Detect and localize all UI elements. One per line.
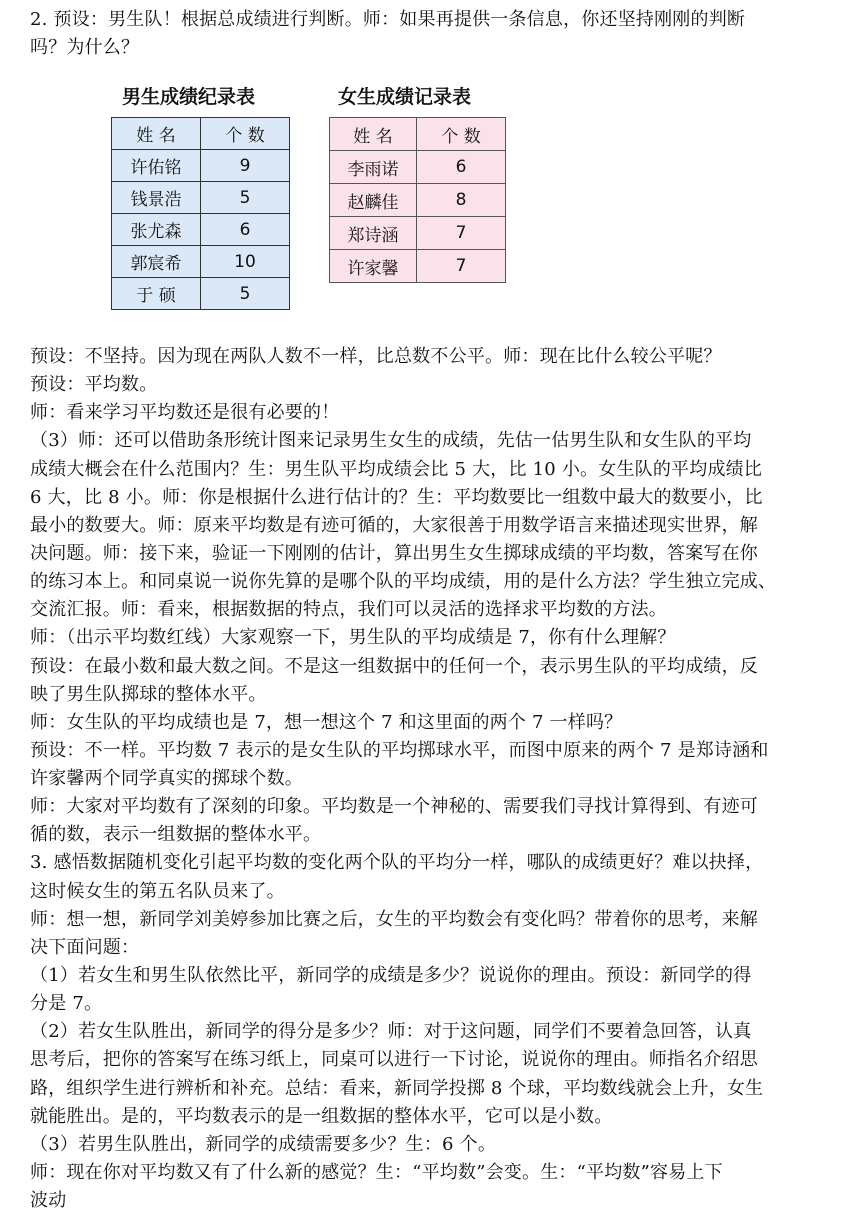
student-name: 许家馨 xyxy=(330,250,417,283)
header-name: 姓 名 xyxy=(330,118,417,151)
table-row xyxy=(112,278,290,310)
paragraph-line: 师：（出示平均数红线）大家观察一下，男生队的平均成绩是 7，你有什么理解？ xyxy=(30,627,676,648)
header-name: 姓 名 xyxy=(112,118,201,150)
paragraph-line: 就能胜出。是的，平均数表示的是一组数据的整体水平，它可以是小数。 xyxy=(30,1106,613,1127)
paragraph-line: 循的数，表示一组数据的整体水平。 xyxy=(30,824,322,845)
paragraph-line: （3）师：还可以借助条形统计图来记录男生女生的成绩，先估一估男生队和女生队的平均 xyxy=(30,430,752,451)
paragraph-line: 映了男生队掷球的整体水平。 xyxy=(30,684,267,705)
paragraph-line: 师：女生队的平均成绩也是 7，想一想这个 7 和这里面的两个 7 一样吗？ xyxy=(30,712,623,733)
paragraph-line: 师：现在你对平均数又有了什么新的感觉？生：“平均数”会变。生：“平均数”容易上下 xyxy=(30,1162,723,1183)
paragraph-line: 这时候女生的第五名队员来了。 xyxy=(30,881,285,902)
table-row xyxy=(112,214,290,246)
header-count: 个 数 xyxy=(201,118,290,150)
table-row xyxy=(330,250,506,283)
student-name: 李雨诺 xyxy=(330,151,417,184)
paragraph-line: 分是 7。 xyxy=(30,993,103,1014)
paragraph-line: 师：想一想，新同学刘美婷参加比赛之后，女生的平均数会有变化吗？带着你的思考，来解 xyxy=(30,909,758,930)
paragraph-line: （2）若女生队胜出，新同学的得分是多少？师：对于这问题，同学们不要着急回答，认真 xyxy=(30,1021,752,1042)
student-count: 5 xyxy=(201,182,290,214)
paragraph-line: 最小的数要大。师：原来平均数是有迹可循的，大家很善于用数学语言来描述现实世界，解 xyxy=(30,515,758,536)
table-header-row xyxy=(112,118,290,150)
paragraph-line: 成绩大概会在什么范围内？生：男生队平均成绩会比 5 大，比 10 小。女生队的平均成绩比 xyxy=(30,459,763,480)
paragraph-line: 波动 xyxy=(30,1190,67,1211)
student-count: 7 xyxy=(417,250,506,283)
student-count: 5 xyxy=(201,278,290,310)
student-name: 张尤森 xyxy=(112,214,201,246)
paragraph-line: 许家馨两个同学真实的掷球个数。 xyxy=(30,768,303,789)
paragraph-line: 2. 预设：男生队！根据总成绩进行判断。师：如果再提供一条信息，你还坚持刚刚的判断 xyxy=(30,9,746,30)
boys-score-table xyxy=(111,117,290,310)
paragraph-line: 的练习本上。和同桌说一说你先算的是哪个队的平均成绩，用的是什么方法？学生独立完成、 xyxy=(30,571,777,592)
paragraph-line: 吗？为什么？ xyxy=(30,37,140,58)
paragraph-line: 师：看来学习平均数还是很有必要的！ xyxy=(30,402,340,423)
paragraph-line: 6 大，比 8 小。师：你是根据什么进行估计的？生：平均数要比一组数中最大的数要小，比 xyxy=(30,487,763,508)
boys-table-title: 男生成绩纪录表 xyxy=(122,86,256,108)
paragraph-line: 交流汇报。师：看来，根据数据的特点，我们可以灵活的选择求平均数的方法。 xyxy=(30,599,667,620)
paragraph-line: 预设：不一样。平均数 7 表示的是女生队的平均掷球水平，而图中原来的两个 7 是郑诗涵和 xyxy=(30,740,769,761)
student-name: 郭宸希 xyxy=(112,246,201,278)
paragraph-line: 师：大家对平均数有了深刻的印象。平均数是一个神秘的、需要我们寻找计算得到、有迹可 xyxy=(30,796,758,817)
paragraph-line: 预设：平均数。 xyxy=(30,374,158,395)
paragraph-line: （1）若女生和男生队依然比平，新同学的成绩是多少？说说你的理由。预设：新同学的得 xyxy=(30,965,752,986)
student-name: 于 硕 xyxy=(112,278,201,310)
paragraph-line: 预设：在最小数和最大数之间。不是这一组数据中的任何一个，表示男生队的平均成绩，反 xyxy=(30,656,758,677)
paragraph-line: 决下面问题： xyxy=(30,937,140,958)
table-row xyxy=(112,246,290,278)
student-count: 6 xyxy=(201,214,290,246)
student-name: 钱景浩 xyxy=(112,182,201,214)
paragraph-line: （3）若男生队胜出，新同学的成绩需要多少？生：6 个。 xyxy=(30,1134,497,1155)
girls-table-title: 女生成绩记录表 xyxy=(338,86,472,108)
table-header-row xyxy=(330,118,506,151)
paragraph-line: 路，组织学生进行辨析和补充。总结：看来，新同学投掷 8 个球，平均数线就会上升，女生 xyxy=(30,1078,764,1099)
table-row xyxy=(330,151,506,184)
paragraph-line: 决问题。师：接下来，验证一下刚刚的估计，算出男生女生掷球成绩的平均数，答案写在你 xyxy=(30,543,758,564)
table-row xyxy=(112,182,290,214)
student-count: 10 xyxy=(201,246,290,278)
girls-score-table xyxy=(329,117,506,283)
student-count: 7 xyxy=(417,217,506,250)
header-count: 个 数 xyxy=(417,118,506,151)
paragraph-line: 3. 感悟数据随机变化引起平均数的变化两个队的平均分一样，哪队的成绩更好？难以抉择， xyxy=(30,852,764,873)
student-name: 许佑铭 xyxy=(112,150,201,182)
student-count: 9 xyxy=(201,150,290,182)
paragraph-line: 思考后，把你的答案写在练习纸上，同桌可以进行一下讨论，说说你的理由。师指名介绍思 xyxy=(30,1049,758,1070)
table-row xyxy=(112,150,290,182)
student-count: 6 xyxy=(417,151,506,184)
student-name: 郑诗涵 xyxy=(330,217,417,250)
student-count: 8 xyxy=(417,184,506,217)
student-name: 赵麟佳 xyxy=(330,184,417,217)
paragraph-line: 预设：不坚持。因为现在两队人数不一样，比总数不公平。师：现在比什么较公平呢？ xyxy=(30,346,722,367)
table-row xyxy=(330,184,506,217)
table-row xyxy=(330,217,506,250)
